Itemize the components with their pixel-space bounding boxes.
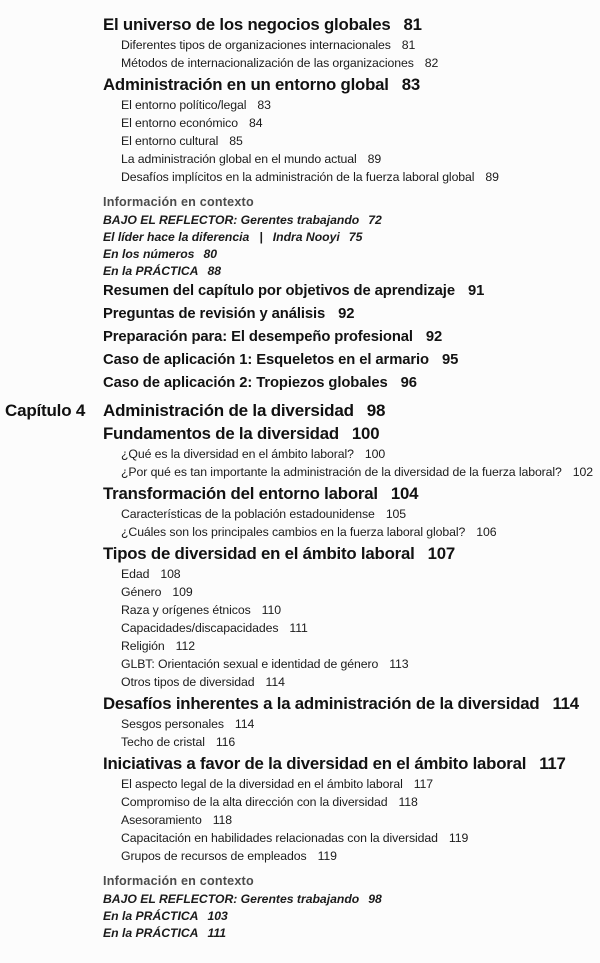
entry-page-number: 100 xyxy=(364,447,386,461)
entry-title: El entorno económico xyxy=(121,116,238,130)
section-heading xyxy=(0,75,600,95)
entry-page-number: 106 xyxy=(476,525,497,539)
entry-page-number: 102 xyxy=(572,465,594,479)
feature-entry xyxy=(0,229,600,246)
section-heading xyxy=(0,484,600,504)
entry-page-number: 109 xyxy=(172,585,193,599)
section-heading xyxy=(0,424,600,444)
entry-page-number: 81 xyxy=(401,38,416,52)
entry-page-number: 95 xyxy=(441,352,459,368)
entry-title: En la PRÁCTICA xyxy=(103,926,199,940)
separator-bar: | xyxy=(259,230,263,244)
entry-page-number: 108 xyxy=(160,567,181,581)
entry-title: Preparación para: El desempeño profesional xyxy=(103,329,413,345)
entry-title: En los números xyxy=(103,247,195,261)
entry-page-number: 81 xyxy=(403,15,422,34)
entry-title: Desafíos inherentes a la administración de la diversidad xyxy=(103,694,540,713)
entry-title: Capacidades/discapacidades xyxy=(121,621,279,635)
entry-title: Capacitación en habilidades relacionadas con la diversidad xyxy=(121,831,438,845)
entry-page-number: 92 xyxy=(338,306,355,322)
section-heading xyxy=(0,754,600,774)
toc-subentry xyxy=(0,619,600,637)
entry-page-number: 88 xyxy=(207,264,222,278)
entry-page-number: 113 xyxy=(389,657,409,671)
entry-page-number: 110 xyxy=(261,603,281,617)
entry-page-number: 104 xyxy=(390,484,419,503)
entry-title: Religión xyxy=(121,639,165,653)
chapter-endmatter-entry xyxy=(0,280,600,303)
entry-title: Diferentes tipos de organizaciones internacionales xyxy=(121,38,391,52)
entry-page-number: 118 xyxy=(212,813,233,827)
toc-subentry xyxy=(0,96,600,114)
feature-entry xyxy=(0,925,600,942)
entry-title: Compromiso de la alta dirección con la diversidad xyxy=(121,795,388,809)
entry-page-number: 119 xyxy=(317,849,337,863)
entry-title: Edad xyxy=(121,567,150,581)
entry-page-number: 114 xyxy=(552,694,579,713)
entry-title: Resumen del capítulo por objetivos de aprendizaje xyxy=(103,283,455,299)
entry-title: Sesgos personales xyxy=(121,717,224,731)
toc-subentry xyxy=(0,36,600,54)
toc-subentry xyxy=(0,775,600,793)
entry-subtitle: Indra Nooyi xyxy=(272,230,340,244)
entry-page-number: 112 xyxy=(175,639,195,653)
context-heading xyxy=(0,873,600,889)
entry-page-number: 117 xyxy=(539,754,566,773)
entry-title: Desafíos implícitos en la administración de la fuerza laboral global xyxy=(121,170,475,184)
entry-page-number: 117 xyxy=(413,777,434,791)
entry-page-number: 118 xyxy=(398,795,418,809)
toc-subentry xyxy=(0,793,600,811)
toc-subentry xyxy=(0,673,600,691)
entry-title: Grupos de recursos de empleados xyxy=(121,849,307,863)
entry-page-number: 98 xyxy=(368,892,382,906)
entry-title: Techo de cristal xyxy=(121,735,205,749)
toc-subentry xyxy=(0,445,600,463)
feature-entry xyxy=(0,212,600,229)
entry-title: Información en contexto xyxy=(103,195,254,209)
feature-entry xyxy=(0,263,600,280)
entry-page-number: 114 xyxy=(265,675,285,689)
toc-subentry xyxy=(0,54,600,72)
entry-title: BAJO EL REFLECTOR: Gerentes trabajando xyxy=(103,213,360,227)
chapter-endmatter-entry xyxy=(0,326,600,349)
entry-title: El entorno político/legal xyxy=(121,98,247,112)
toc-subentry xyxy=(0,583,600,601)
chapter-endmatter-entry xyxy=(0,303,600,326)
entry-title: Raza y orígenes étnicos xyxy=(121,603,251,617)
entry-title: ¿Qué es la diversidad en el ámbito laboral? xyxy=(121,447,354,461)
toc-subentry xyxy=(0,565,600,583)
entry-title: Género xyxy=(121,585,162,599)
toc-subentry xyxy=(0,733,600,751)
entry-page-number: 103 xyxy=(207,909,228,923)
entry-title: Iniciativas a favor de la diversidad en el ámbito laboral xyxy=(103,754,527,773)
toc-subentry xyxy=(0,150,600,168)
toc-subentry xyxy=(0,847,600,865)
toc-subentry xyxy=(0,637,600,655)
entry-title: Otros tipos de diversidad xyxy=(121,675,255,689)
entry-title: Información en contexto xyxy=(103,874,254,888)
toc-subentry xyxy=(0,463,600,481)
entry-page-number: 72 xyxy=(368,213,382,227)
entry-title: Caso de aplicación 1: Esqueletos en el armario xyxy=(103,352,429,368)
entry-title: En la PRÁCTICA xyxy=(103,264,199,278)
entry-title: El entorno cultural xyxy=(121,134,219,148)
entry-page-number: 111 xyxy=(207,926,227,940)
entry-page-number: 89 xyxy=(485,170,499,184)
entry-page-number: 105 xyxy=(385,507,407,521)
feature-entry xyxy=(0,246,600,263)
entry-title: GLBT: Orientación sexual e identidad de género xyxy=(121,657,379,671)
entry-title: Administración en un entorno global xyxy=(103,75,389,94)
toc-subentry xyxy=(0,829,600,847)
entry-page-number: 84 xyxy=(248,116,263,130)
entry-title: Características de la población estadounidense xyxy=(121,507,375,521)
context-heading xyxy=(0,194,600,210)
chapter-title: Administración de la diversidad xyxy=(103,401,354,420)
section-heading xyxy=(0,694,600,714)
chapter-endmatter-entry xyxy=(0,349,600,372)
entry-page-number: 82 xyxy=(424,56,439,70)
entry-page-number: 85 xyxy=(229,134,243,148)
entry-title: Preguntas de revisión y análisis xyxy=(103,306,326,322)
toc-subentry xyxy=(0,168,600,186)
entry-title: El universo de los negocios globales xyxy=(103,15,391,34)
entry-title: Fundamentos de la diversidad xyxy=(103,424,339,443)
feature-entry xyxy=(0,908,600,925)
entry-page-number: 91 xyxy=(467,283,485,299)
chapter-heading xyxy=(0,400,600,421)
section-heading xyxy=(0,15,600,35)
toc-subentry xyxy=(0,715,600,733)
toc-subentry xyxy=(0,655,600,673)
entry-title: Métodos de internacionalización de las organizaciones xyxy=(121,56,414,70)
entry-title: ¿Cuáles son los principales cambios en la fuerza laboral global? xyxy=(121,525,466,539)
entry-title: Transformación del entorno laboral xyxy=(103,484,378,503)
entry-page-number: 96 xyxy=(400,375,417,391)
entry-page-number: 114 xyxy=(234,717,255,731)
entry-page-number: 80 xyxy=(203,247,217,261)
entry-page-number: 98 xyxy=(366,401,386,420)
feature-entry xyxy=(0,891,600,908)
toc-subentry xyxy=(0,523,600,541)
toc-subentry xyxy=(0,132,600,150)
entry-page-number: 116 xyxy=(215,735,236,749)
entry-page-number: 75 xyxy=(348,230,363,244)
entry-page-number: 107 xyxy=(427,544,455,563)
entry-page-number: 92 xyxy=(425,329,443,345)
entry-title: El líder hace la diferencia xyxy=(103,230,250,244)
entry-title: Caso de aplicación 2: Tropiezos globales xyxy=(103,375,388,391)
entry-page-number: 83 xyxy=(257,98,271,112)
chapter-endmatter-entry xyxy=(0,372,600,395)
entry-page-number: 83 xyxy=(401,75,421,94)
toc-subentry xyxy=(0,811,600,829)
chapter-label: Capítulo 4 xyxy=(5,401,86,420)
entry-page-number: 100 xyxy=(351,424,380,443)
entry-title: ¿Por qué es tan importante la administración de la diversidad de la fuerza laboral? xyxy=(121,465,562,479)
entry-title: BAJO EL REFLECTOR: Gerentes trabajando xyxy=(103,892,360,906)
entry-title: El aspecto legal de la diversidad en el ámbito laboral xyxy=(121,777,403,791)
entry-title: En la PRÁCTICA xyxy=(103,909,199,923)
section-heading xyxy=(0,544,600,564)
entry-title: Tipos de diversidad en el ámbito laboral xyxy=(103,544,415,563)
entry-title: Asesoramiento xyxy=(121,813,202,827)
entry-page-number: 111 xyxy=(289,621,308,635)
toc-subentry xyxy=(0,601,600,619)
toc-subentry xyxy=(0,114,600,132)
entry-page-number: 119 xyxy=(448,831,469,845)
toc-subentry xyxy=(0,505,600,523)
entry-title: La administración global en el mundo actual xyxy=(121,152,357,166)
entry-page-number: 89 xyxy=(367,152,382,166)
